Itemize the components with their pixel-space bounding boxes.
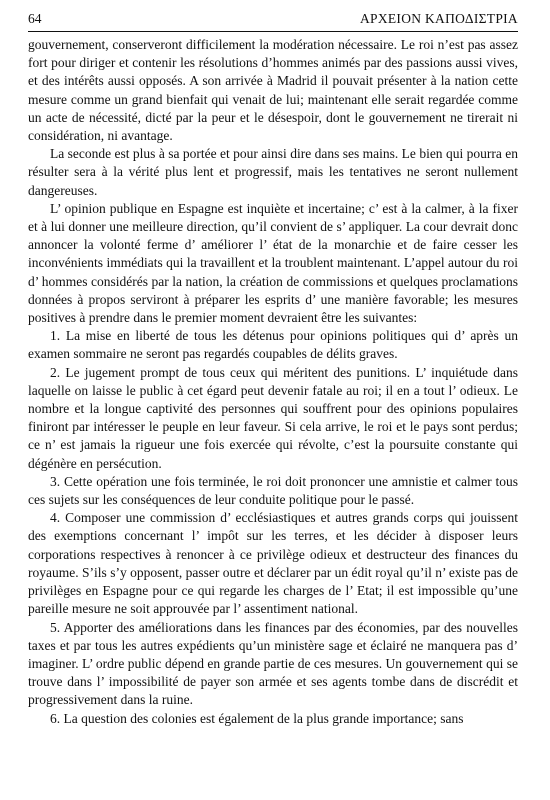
list-item-1: 1. La mise en liberté de tous les détenus pour opinions politiques qui d’ après un examen sommaire ne seront pas regardés coupables de délits graves. [28,328,518,362]
page-number: 64 [28,11,42,26]
list-item-4: 4. Composer une commission d’ ecclésiastiques et autres grands corps qui jouissent des exemptions concernant l’ impôt sur les terres, et les décider à disposer leurs corporations respectives à renoncer à ce privilège odieux et destructeur des finances du royaume. S’ils s’y opposent, passer outre et déclarer par un édit royal qu’il n’ existe pas de privilèges en Espagne pour ce qui regarde les charges de l’ Etat; il est impossible qu’une pareille mesure ne soit approuvée par l’ assentiment national. [28,510,518,617]
list-item-3: 3. Cette opération une fois terminée, le roi doit prononcer une amnistie et calmer tous ces sujets sur les conséquences de leur conduite politique pour le passé. [28,473,518,508]
paragraph: L’ opinion publique en Espagne est inquiète et incertaine; c’ est à la calmer, à la fixer et à lui donner une meilleure direction, qu’il convient de s’ appliquer. La cour devrait donc annoncer la volonté ferme d’ améliorer l’ état de la monarchie et de faire cesser les inconvénients immédiats qui la travaillent et la troublent maintenant. L’appel autour du roi d’ hommes considérés par la nation, la création de commissions et quelques proclamations données à propos serviront à préparer les esprits d’ une manière favorable; les mesures positives à prendre dans le premier moment devraient être les suivantes: [28,200,518,326]
paragraph: La seconde est plus à sa portée et pour ainsi dire dans ses mains. Le bien qui pourra en résulter sera à la vérité plus lent et progressif, mais les tentatives ne seront nullement dangereuses. [28,146,518,198]
list-item-5: 5. Apporter des améliorations dans les finances par des économies, par des nouvelles taxes et par tous les autres expédients qu’un ministère sage et éclairé ne manquera pas d’ imaginer. L’ ordre public dépend en grande partie de ces mesures. Un gouvernement qui se trouve dans l’ impossibilité de payer son armée et ses agents tombe dans de discrédit et progressivement dans la ruine. [28,619,518,708]
paragraph-continuation: gouvernement, conserveront difficilement la modération nécessaire. Le roi n’est pas assez fort pour diriger et contenir les résolutions d’hommes animés par des passions aussi vives, et des intérêts aussi opposés. A son arrivée à Madrid il pouvait présenter à la nation cette mesure comme un grand bienfait qui venait de lui; maintenant elle serait regardée comme un acte de nécessité, dicté par la peur et le désespoir, dont le gouvernement ne tirerait ni considération, ni avantage. [28,37,518,144]
journal-title: ΑΡΧΕΙΟΝ ΚΑΠΟΔΙΣΤΡΙΑ [359,11,518,26]
list-item-2: 2. Le jugement prompt de tous ceux qui méritent des punitions. L’ inquiétude dans laquelle on laisse le public à cet égard peut devenir fatale au roi; il en a tout l’ odieux. Le nombre et la longue captivité des personnes qui souffrent pour des opinions populaires finiront par intéresser le peuple en leur faveur. Si cela arrive, le roi et le pays sont perdus; ce n’ est jamais la rigueur une fois exercée qui révolte, c’est la poursuite constante qui dégénère en persécution. [28,364,518,471]
header-rule [28,31,518,32]
body-text [28,36,518,728]
list-item-6: 6. La question des colonies est également de la plus grande importance; sans [50,710,464,726]
running-header [28,10,518,28]
